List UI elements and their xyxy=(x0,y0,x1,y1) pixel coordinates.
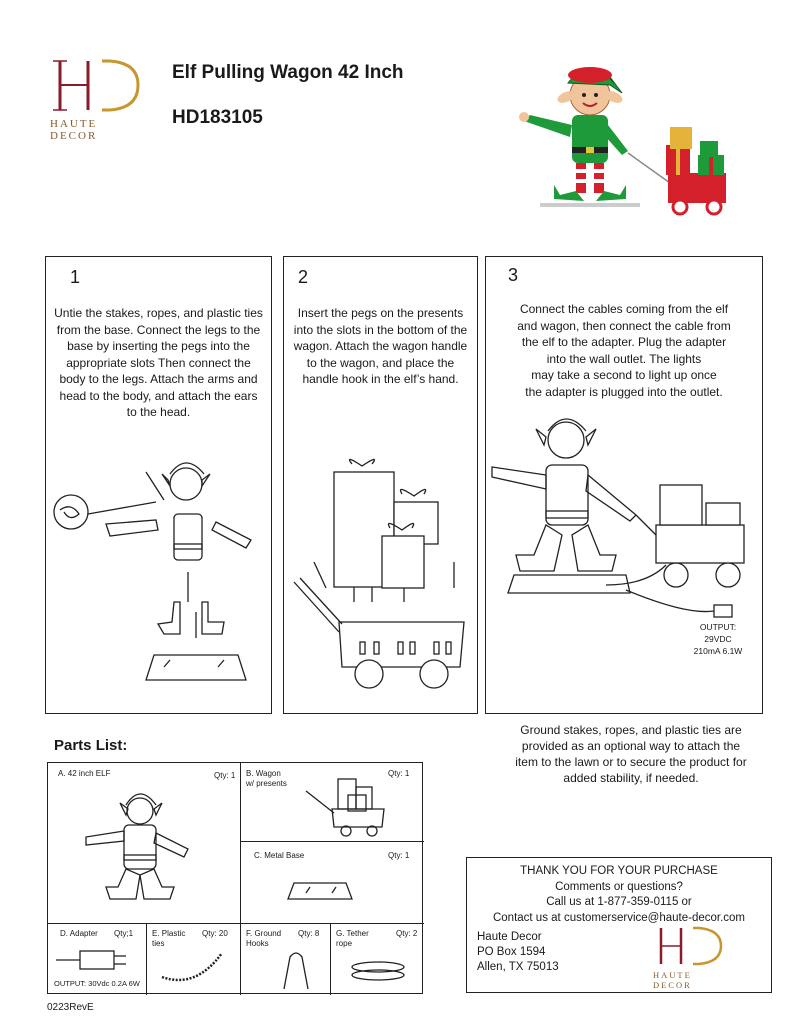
step-3-number: 3 xyxy=(508,265,519,285)
part-f-qty: Qty: 8 xyxy=(298,929,320,938)
step-2-line: Insert the pegs on the presents xyxy=(297,306,464,320)
step-2-line: handle hook in the elf’s hand. xyxy=(302,372,459,386)
part-f-hook-drawing xyxy=(270,947,330,993)
model-number: HD183105 xyxy=(172,107,263,128)
logo-d-letter xyxy=(102,61,138,110)
part-c-qty: Qty: 1 xyxy=(388,851,410,860)
step-1-number: 1 xyxy=(70,267,81,287)
step-1-line: appropriate slots Then connect the xyxy=(66,355,251,370)
part-f-name-line: Hooks xyxy=(246,939,269,948)
part-g-name xyxy=(336,929,369,949)
divider xyxy=(146,923,147,995)
note-line: provided as an optional way to attach the xyxy=(521,739,741,753)
part-g-name-line: rope xyxy=(336,939,353,948)
part-e-name-line: ties xyxy=(152,939,165,948)
part-e-name xyxy=(152,929,185,949)
step-1-line: base by inserting the pegs into the xyxy=(67,339,250,353)
step-2-line: wagon. Attach the wagon handle xyxy=(293,339,468,353)
contact-text xyxy=(467,864,771,926)
mailing-address xyxy=(477,930,559,975)
address-po-box: PO Box 1594 xyxy=(477,946,546,958)
output-label-line: 210mA 6.1W xyxy=(693,646,743,656)
contact-logo-wordmark: HAUTE DECOR xyxy=(653,970,692,990)
note-line: added stability, if needed. xyxy=(563,771,699,785)
adapter-output-label xyxy=(688,621,748,657)
logo-hd-mark xyxy=(50,55,145,115)
step-3-line: may take a second to light up once xyxy=(531,368,717,382)
contact-logo-mark xyxy=(653,924,729,968)
brand-logo xyxy=(50,55,145,142)
step-1-line: head to the body, and attach the ears xyxy=(59,388,258,403)
step-1-line: from the base. Connect the legs to the xyxy=(56,322,261,337)
step-1-instructions xyxy=(48,305,269,421)
part-f-name-line: F. Ground xyxy=(246,929,282,938)
part-b-wagon-drawing xyxy=(298,765,398,837)
step-2-line: to the wagon, and place the xyxy=(306,355,455,370)
contact-box xyxy=(466,857,772,993)
address-city: Allen, TX 75013 xyxy=(477,961,559,973)
part-d-output: OUTPUT: 30Vdc 0.2A 6W xyxy=(54,979,140,988)
thanks-line: THANK YOU FOR YOUR PURCHASE xyxy=(520,865,718,877)
optional-stakes-note xyxy=(487,722,775,786)
elf-wagon-product-image xyxy=(510,55,760,220)
step-3-panel xyxy=(485,256,763,714)
part-e-name-line: E. Plastic xyxy=(152,929,186,938)
part-c-name: C. Metal Base xyxy=(254,851,305,860)
part-e-tie-drawing xyxy=(156,947,236,989)
part-g-qty: Qty: 2 xyxy=(396,929,418,938)
part-c-base-drawing xyxy=(284,879,364,909)
step-1-line: Untie the stakes, ropes, and plastic ties xyxy=(54,306,263,320)
output-label-line: 29VDC xyxy=(704,634,732,644)
output-label-line: OUTPUT: xyxy=(699,622,737,632)
step-3-line: the adapter is plugged into the outlet. xyxy=(525,384,723,399)
questions-line: Comments or questions? xyxy=(555,880,683,893)
step-2-line: into the slots in the bottom of the xyxy=(293,322,468,337)
step-2-assembly-illustration xyxy=(284,452,477,692)
part-g-name-line: G. Tether xyxy=(336,929,369,938)
part-e-qty: Qty: 20 xyxy=(202,929,228,938)
parts-list-title: Parts List: xyxy=(54,737,128,754)
part-g-rope-drawing xyxy=(342,953,422,993)
step-1-line: to the head. xyxy=(126,405,191,419)
step-2-panel xyxy=(283,256,478,714)
divider xyxy=(240,763,241,923)
logo-h-letter xyxy=(53,61,88,110)
part-d-adapter-drawing xyxy=(52,941,142,977)
logo-wordmark: HAUTE DECOR xyxy=(50,118,98,142)
part-f-name xyxy=(246,929,281,949)
step-2-instructions xyxy=(286,305,475,388)
part-b-name-line: B. Wagon xyxy=(246,769,281,778)
revision-code: 0223RevE xyxy=(47,1002,94,1013)
step-3-line: the elf to the adapter. Plug the adapter xyxy=(521,335,727,349)
part-a-qty: Qty: 1 xyxy=(214,771,236,780)
part-a-name: A. 42 inch ELF xyxy=(58,769,111,778)
part-b-name xyxy=(246,769,287,789)
step-1-panel xyxy=(45,256,272,714)
divider xyxy=(48,923,424,924)
product-title: Elf Pulling Wagon 42 Inch xyxy=(172,62,404,83)
contact-logo xyxy=(653,924,729,990)
divider xyxy=(330,923,331,995)
part-d-name: D. Adapter xyxy=(60,929,98,938)
step-3-line: Connect the cables coming from the elf xyxy=(519,302,729,316)
part-b-name-line: w/ presents xyxy=(246,779,287,788)
step-2-number: 2 xyxy=(298,267,309,287)
divider xyxy=(240,923,241,995)
address-company: Haute Decor xyxy=(477,931,542,943)
step-3-instructions xyxy=(488,301,760,400)
parts-list-table xyxy=(47,762,423,994)
step-3-connection-illustration xyxy=(486,415,762,645)
divider xyxy=(240,841,424,842)
step-1-line: body to the legs. Attach the arms and xyxy=(59,372,258,386)
part-a-elf-drawing xyxy=(84,783,204,913)
step-3-line: and wagon, then connect the cable from xyxy=(517,318,731,333)
part-b-qty: Qty: 1 xyxy=(388,769,410,778)
phone-line: Call us at 1-877-359-0115 or xyxy=(546,896,692,908)
note-line: Ground stakes, ropes, and plastic ties are xyxy=(520,723,742,737)
step-3-line: into the wall outlet. The lights xyxy=(546,351,702,366)
part-d-qty: Qty;1 xyxy=(114,929,134,938)
step-1-assembly-illustration xyxy=(46,452,271,692)
email-line[interactable]: Contact us at customerservice@haute-decor.com xyxy=(492,911,745,924)
note-line: item to the lawn or to secure the product for xyxy=(515,755,747,769)
